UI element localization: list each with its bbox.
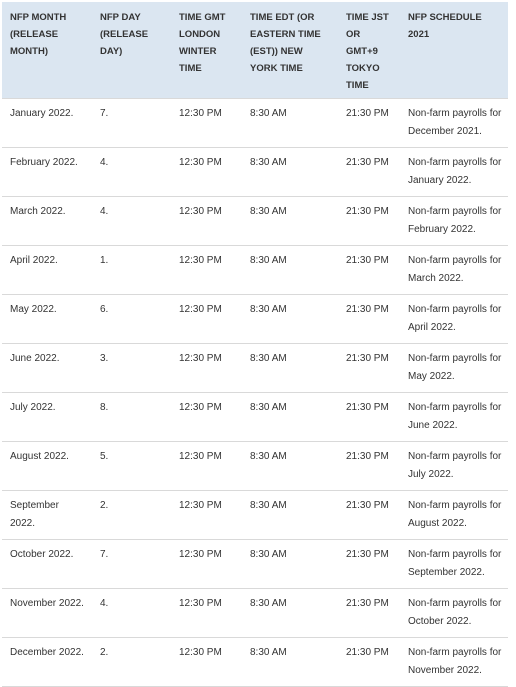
cell-time-edt: 8:30 AM [242,589,338,638]
cell-time-edt: 8:30 AM [242,148,338,197]
header-time-jst: TIME JST OR GMT+9 TOKYO TIME [338,2,400,99]
cell-schedule: Non-farm payrolls for November 2022. [400,638,508,687]
cell-time-jst: 21:30 PM [338,393,400,442]
cell-month: December 2022. [2,638,92,687]
cell-schedule: Non-farm payrolls for October 2022. [400,589,508,638]
cell-day: 7. [92,540,171,589]
cell-schedule: Non-farm payrolls for January 2022. [400,148,508,197]
cell-time-jst: 21:30 PM [338,246,400,295]
cell-time-gmt: 12:30 PM [171,442,242,491]
cell-time-gmt: 12:30 PM [171,295,242,344]
cell-schedule: Non-farm payrolls for June 2022. [400,393,508,442]
table-row [2,197,508,246]
cell-time-edt: 8:30 AM [242,638,338,687]
table-row [2,99,508,148]
header-nfp-month: NFP MONTH (RELEASE MONTH) [2,2,92,99]
cell-time-gmt: 12:30 PM [171,148,242,197]
cell-time-edt: 8:30 AM [242,99,338,148]
cell-day: 6. [92,295,171,344]
table-row [2,344,508,393]
cell-day: 2. [92,491,171,540]
nfp-schedule-table [2,2,508,687]
cell-time-jst: 21:30 PM [338,638,400,687]
cell-schedule: Non-farm payrolls for February 2022. [400,197,508,246]
cell-time-edt: 8:30 AM [242,393,338,442]
cell-month: November 2022. [2,589,92,638]
cell-month: May 2022. [2,295,92,344]
cell-month: February 2022. [2,148,92,197]
cell-month: August 2022. [2,442,92,491]
cell-time-edt: 8:30 AM [242,344,338,393]
cell-time-gmt: 12:30 PM [171,638,242,687]
cell-schedule: Non-farm payrolls for September 2022. [400,540,508,589]
cell-time-edt: 8:30 AM [242,295,338,344]
cell-time-gmt: 12:30 PM [171,491,242,540]
cell-time-jst: 21:30 PM [338,295,400,344]
cell-time-jst: 21:30 PM [338,148,400,197]
table-row [2,442,508,491]
table-row [2,589,508,638]
cell-day: 3. [92,344,171,393]
cell-time-jst: 21:30 PM [338,491,400,540]
cell-month: June 2022. [2,344,92,393]
table-row [2,540,508,589]
cell-time-edt: 8:30 AM [242,197,338,246]
cell-schedule: Non-farm payrolls for April 2022. [400,295,508,344]
cell-time-jst: 21:30 PM [338,197,400,246]
cell-day: 4. [92,197,171,246]
table-body [2,99,508,687]
cell-time-edt: 8:30 AM [242,491,338,540]
cell-schedule: Non-farm payrolls for July 2022. [400,442,508,491]
cell-month: October 2022. [2,540,92,589]
cell-day: 5. [92,442,171,491]
table-row [2,246,508,295]
cell-day: 4. [92,589,171,638]
cell-schedule: Non-farm payrolls for December 2021. [400,99,508,148]
cell-month: January 2022. [2,99,92,148]
cell-time-gmt: 12:30 PM [171,344,242,393]
header-nfp-schedule: NFP SCHEDULE 2021 [400,2,508,99]
cell-day: 7. [92,99,171,148]
cell-time-edt: 8:30 AM [242,246,338,295]
cell-day: 2. [92,638,171,687]
cell-month: July 2022. [2,393,92,442]
header-nfp-day: NFP DAY (RELEASE DAY) [92,2,171,99]
header-time-edt: TIME EDT (OR EASTERN TIME (EST)) NEW YORK TIME [242,2,338,99]
cell-schedule: Non-farm payrolls for May 2022. [400,344,508,393]
table-row [2,148,508,197]
table-row [2,638,508,687]
cell-schedule: Non-farm payrolls for March 2022. [400,246,508,295]
cell-month: September 2022. [2,491,92,540]
cell-time-jst: 21:30 PM [338,540,400,589]
cell-time-gmt: 12:30 PM [171,246,242,295]
cell-day: 1. [92,246,171,295]
header-time-gmt: TIME GMT LONDON WINTER TIME [171,2,242,99]
cell-time-edt: 8:30 AM [242,540,338,589]
cell-time-gmt: 12:30 PM [171,540,242,589]
cell-time-gmt: 12:30 PM [171,393,242,442]
table-row [2,295,508,344]
cell-schedule: Non-farm payrolls for August 2022. [400,491,508,540]
cell-time-gmt: 12:30 PM [171,197,242,246]
cell-day: 8. [92,393,171,442]
cell-month: March 2022. [2,197,92,246]
cell-time-jst: 21:30 PM [338,442,400,491]
cell-month: April 2022. [2,246,92,295]
cell-day: 4. [92,148,171,197]
cell-time-gmt: 12:30 PM [171,99,242,148]
cell-time-edt: 8:30 AM [242,442,338,491]
cell-time-jst: 21:30 PM [338,589,400,638]
cell-time-jst: 21:30 PM [338,344,400,393]
table-row [2,393,508,442]
cell-time-jst: 21:30 PM [338,99,400,148]
table-row [2,491,508,540]
cell-time-gmt: 12:30 PM [171,589,242,638]
header-row [2,2,508,99]
